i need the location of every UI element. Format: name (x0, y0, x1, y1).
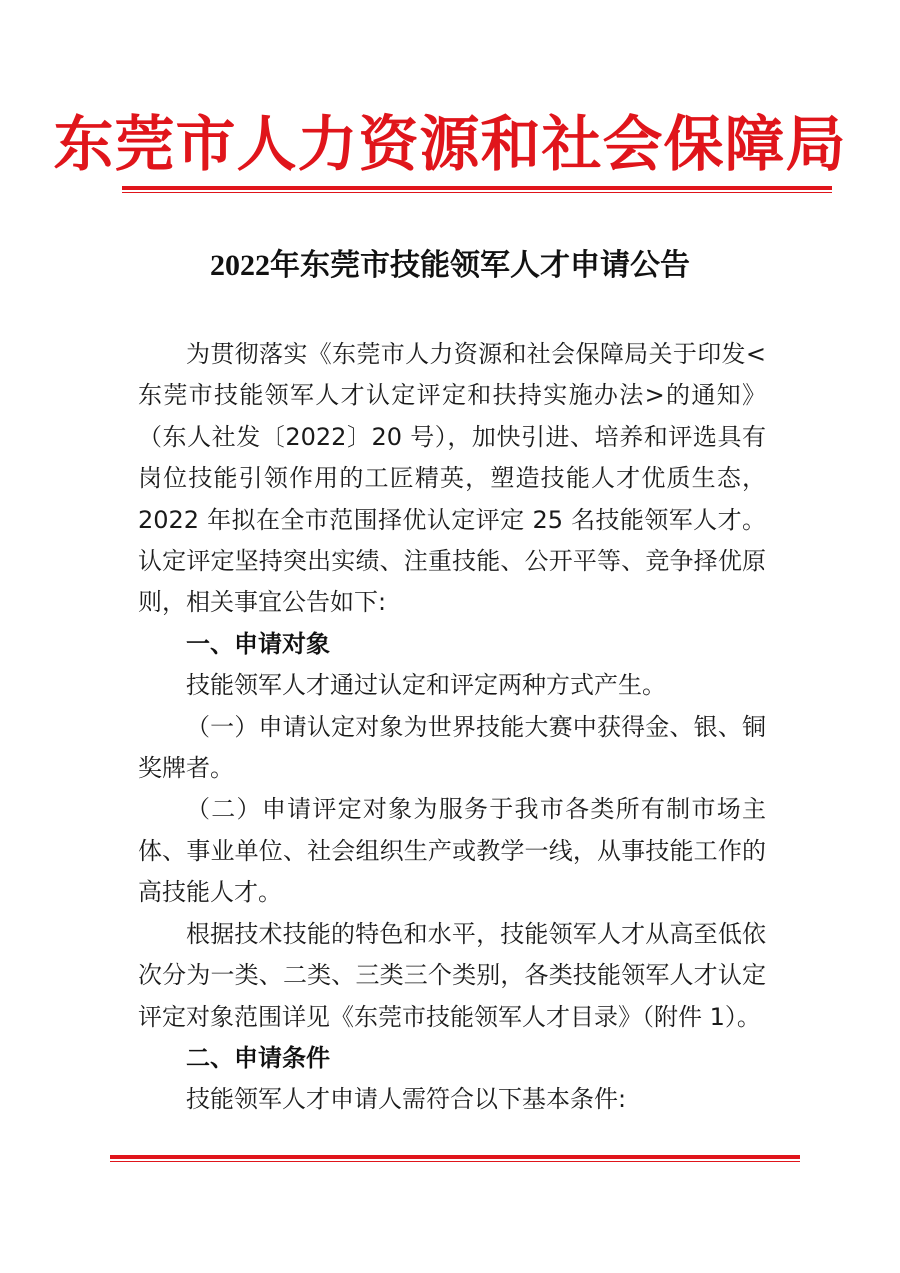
body-paragraph: 技能领军人才通过认定和评定两种方式产生。 (186, 671, 666, 700)
agency-masthead: 东莞市人力资源和社会保障局 (53, 110, 847, 180)
body-paragraph: 根据技术技能的特色和水平，技能领军人才从高至低依次分为一类、二类、三类三个类别，各类技能领军人才认定评定对象范围详见《东莞市技能领军人才目录》（附件 1）。 (138, 919, 766, 1031)
document-title: 2022年东莞市技能领军人才申请公告 (210, 249, 690, 282)
footer-divider (110, 1155, 800, 1162)
intro-paragraph: 为贯彻落实《东莞市人力资源和社会保障局关于印发<东莞市技能领军人才认定评定和扶持实施办法>的通知》（东人社发〔2022〕20 号），加快引进、培养和评选具有岗位技能引领作用的工匠精英，塑造技能人才优质生态，2022 年拟在全市范围择优认定评定 25 名技能领军人才。认定评定坚持突出实绩、注重技能、公开平等、竞争择优原则，相关事宜公告如下: (138, 340, 766, 617)
section-heading-conditions: 二、申请条件 (186, 1043, 330, 1072)
document-body (138, 334, 766, 1121)
body-paragraph: （二）申请评定对象为服务于我市各类所有制市场主体、事业单位、社会组织生产或教学一线，从事技能工作的高技能人才。 (138, 795, 766, 907)
body-paragraph: （一）申请认定对象为世界技能大赛中获得金、银、铜奖牌者。 (138, 712, 766, 783)
masthead-divider (122, 186, 832, 193)
body-paragraph: 技能领军人才申请人需符合以下基本条件: (186, 1085, 627, 1114)
section-heading-applicants: 一、申请对象 (186, 629, 330, 658)
